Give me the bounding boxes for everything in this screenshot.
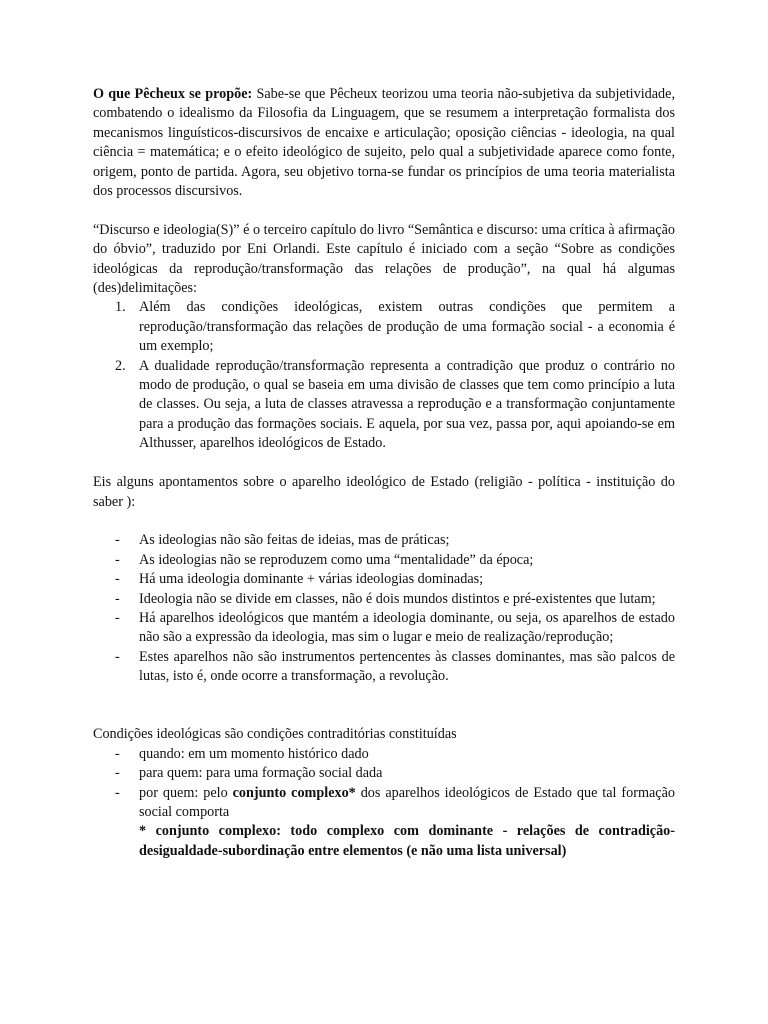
list-item [93, 570, 675, 589]
paragraph-intro-text: Sabe-se que Pêcheux teorizou uma teoria não-subjetiva da subjetividade, combatendo o idealismo da Filosofia da Linguagem, que se resumem a interpretação formalista dos mecanismos linguísticos-discursivos de encaixe e articulação; oposição ciências - ideologia, na qual ciência = matemática; e o efeito ideológico de sujeito, pelo qual a subjetividade aparece como fonte, origem, ponto de partida. Agora, seu objetivo torna-se fundar os princípios de uma teoria materialista dos processos discursivos. [93, 86, 675, 200]
footnote-conjunto-complexo: * conjunto complexo: todo complexo com dominante - relações de contradição-desigualdade-subordinação entre elementos (e não uma lista universal) [139, 823, 675, 859]
list-item-text: As ideologias não se reproduzem como uma “mentalidade” da época; [139, 551, 534, 568]
list-item [93, 648, 675, 687]
paragraph-chapter: “Discurso e ideologia(S)” é o terceiro capítulo do livro “Semântica e discurso: uma crítica à afirmação do óbvio”, traduzido por Eni Orlandi. Este capítulo é iniciado com a seção “Sobre as condições ideológicas da reprodução/transformação das relações de produção”, na qual há algumas (des)delimitações: [93, 221, 675, 297]
dash-list-condicoes [93, 745, 675, 823]
numbered-list [93, 298, 675, 453]
paragraph-lead-title: O que Pêcheux se propõe: [93, 86, 253, 102]
paragraph-condicoes: Condições ideológicas são condições contraditórias constituídas [93, 726, 457, 743]
list-item-text: quando: em um momento histórico dado [139, 745, 369, 762]
list-item-text: Estes aparelhos não são instrumentos pertencentes às classes dominantes, mas são palcos de lutas, isto é, onde ocorre a transformação, a revolução. [139, 648, 675, 685]
list-number: 2. [115, 357, 126, 374]
dash-bullet: - [115, 532, 120, 549]
list-item [93, 609, 675, 648]
list-number: 1. [115, 299, 126, 316]
dash-bullet: - [115, 571, 120, 588]
list-item-text: Ideologia não se divide em classes, não é dois mundos distintos e pré-existentes que lutam; [139, 590, 656, 607]
spacer [93, 687, 675, 726]
list-item-text-after: dos aparelhos ideológicos de Estado que tal formação social comporta [139, 784, 675, 820]
paragraph-apontamentos: Eis alguns apontamentos sobre o aparelho ideológico de Estado (religião - política - instituição do saber ): [93, 474, 675, 510]
list-item-text: A dualidade reprodução/transformação representa a contradição que produz o contrário no modo de produção, o qual se baseia em uma divisão de classes que tem como princípio a luta de classes. Ou seja, a luta de classes atravessa a reprodução e a transformação conjuntamente para a produção das formações sociais. E aquela, por sua vez, passa por, aqui apoiando-se em Althusser, aparelhos ideológicos de Estado. [139, 357, 675, 452]
dash-bullet: - [115, 784, 120, 801]
dash-bullet: - [115, 551, 120, 568]
dash-bullet: - [115, 590, 120, 607]
dash-bullet: - [115, 745, 120, 762]
dash-bullet: - [115, 648, 120, 665]
list-item-text: Há aparelhos ideológicos que mantém a ideologia dominante, ou seja, os aparelhos de estado não são a expressão da ideologia, mas sim o lugar e meio de realização/reprodução; [139, 609, 675, 646]
dash-bullet: - [115, 765, 120, 782]
list-item-text-before: por quem: pelo [139, 784, 233, 801]
list-item [93, 590, 675, 609]
list-item [93, 764, 675, 783]
list-item-text: Há uma ideologia dominante + várias ideologias dominadas; [139, 571, 484, 588]
paragraph-intro [93, 85, 675, 201]
list-item [93, 784, 675, 823]
list-item-bold-term: conjunto complexo* [232, 784, 356, 801]
list-item [93, 298, 675, 356]
list-item [93, 531, 675, 550]
list-item-text: para quem: para uma formação social dada [139, 765, 383, 782]
dash-bullet: - [115, 609, 120, 626]
list-item-text: Além das condições ideológicas, existem outras condições que permitem a reprodução/transformação das relações de produção de uma formação social - a economia é um exemplo; [139, 299, 675, 355]
list-item [93, 551, 675, 570]
dash-list-ideologias [93, 531, 675, 686]
list-item-text: As ideologias não são feitas de ideias, mas de práticas; [139, 532, 450, 549]
list-item [93, 745, 675, 764]
list-item [93, 357, 675, 454]
